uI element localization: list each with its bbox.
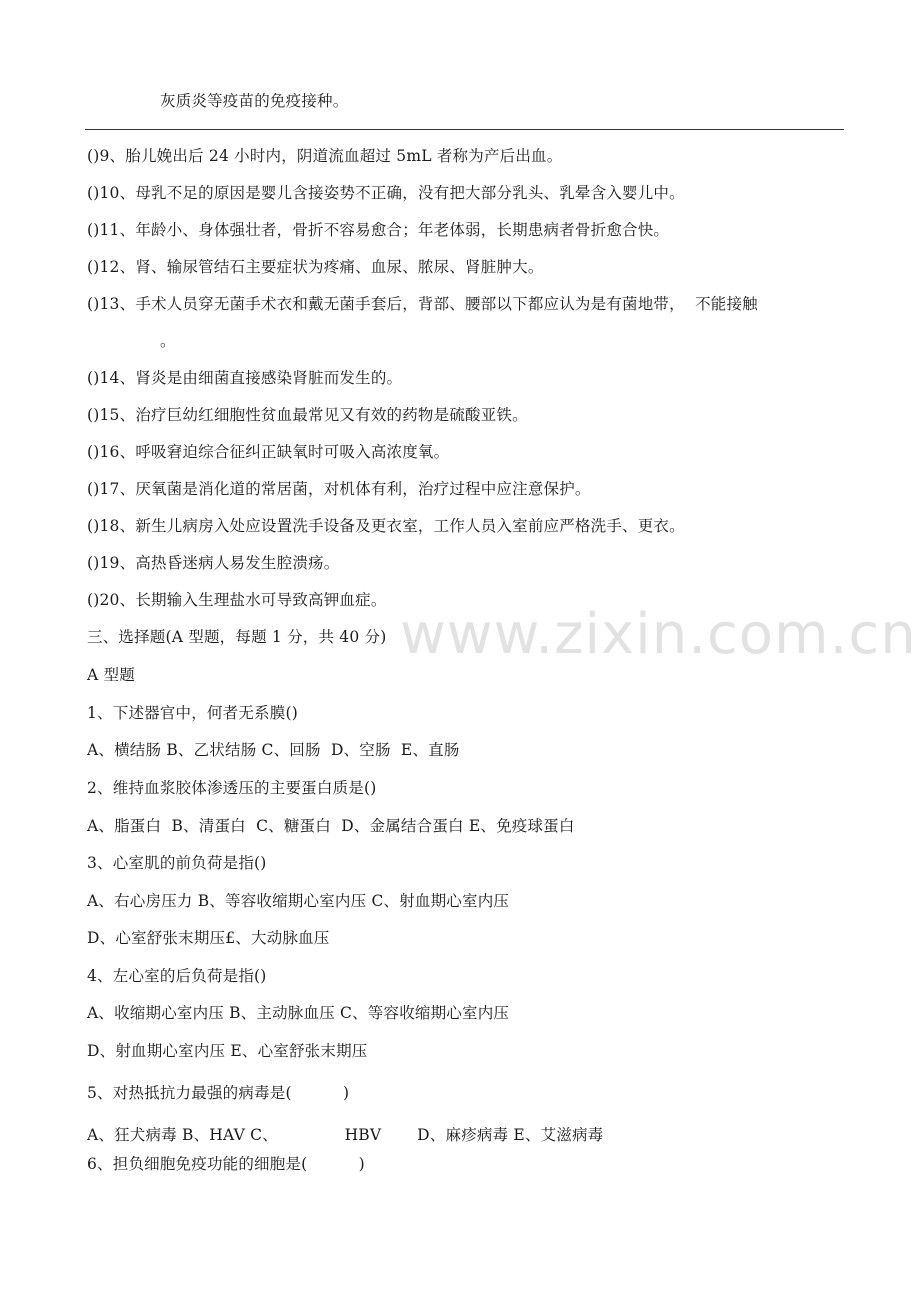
answer-options: A、脂蛋白 B、清蛋白 C、糖蛋白 D、金属结合蛋白 E、免疫球蛋白 bbox=[87, 817, 575, 835]
judgment-item-continuation: 。 bbox=[160, 332, 176, 350]
answer-options: D、射血期心室内压 E、心室舒张末期压 bbox=[87, 1042, 368, 1060]
judgment-item: ()13、手术人员穿无菌手术衣和戴无菌手套后，背部、腰部以下都应认为是有菌地带， 不能接触 bbox=[87, 295, 758, 313]
section-heading: 三、选择题(A 型题，每题 1 分，共 40 分) bbox=[87, 628, 387, 646]
judgment-item: ()15、治疗巨幼红细胞性贫血最常见又有效的药物是硫酸亚铁。 bbox=[87, 406, 528, 424]
answer-options: A、右心房压力 B、等容收缩期心室内压 C、射血期心室内压 bbox=[87, 892, 510, 910]
judgment-item: ()14、肾炎是由细菌直接感染肾脏而发生的。 bbox=[87, 369, 403, 387]
judgment-item: ()19、高热昏迷病人易发生腔溃疡。 bbox=[87, 554, 340, 572]
carryover-text: 灰质炎等疫苗的免疫接种。 bbox=[160, 92, 349, 110]
judgment-item: ()20、长期输入生理盐水可导致高钾血症。 bbox=[87, 591, 387, 609]
judgment-item: ()16、呼吸窘迫综合征纠正缺氧时可吸入高浓度氧。 bbox=[87, 443, 450, 461]
header-divider bbox=[85, 129, 844, 130]
question-stem: 4、左心室的后负荷是指() bbox=[87, 967, 267, 985]
answer-options: A、横结肠 B、乙状结肠 C、回肠 D、空肠 E、直肠 bbox=[87, 741, 460, 759]
question-stem: 5、对热抵抗力最强的病毒是( ) bbox=[87, 1084, 350, 1102]
judgment-item: ()9、胎儿娩出后 24 小时内，阴道流血超过 5mL 者称为产后出血。 bbox=[87, 147, 563, 165]
judgment-item: ()12、肾、输尿管结石主要症状为疼痛、血尿、脓尿、肾脏肿大。 bbox=[87, 258, 544, 276]
judgment-item: ()17、厌氧菌是消化道的常居菌，对机体有利，治疗过程中应注意保护。 bbox=[87, 480, 591, 498]
judgment-item: ()18、新生儿病房入处应设置洗手设备及更衣室，工作人员入室前应严格洗手、更衣。 bbox=[87, 517, 685, 535]
subsection-heading: A 型题 bbox=[87, 666, 135, 684]
site-watermark: www.zixin.com.cn bbox=[400, 602, 917, 667]
answer-options: A、收缩期心室内压 B、主动脉血压 C、等容收缩期心室内压 bbox=[87, 1004, 510, 1022]
answer-options: D、心室舒张末期压£、大动脉血压 bbox=[87, 929, 330, 947]
judgment-item: ()11、年龄小、身体强壮者，骨折不容易愈合；年老体弱，长期患病者骨折愈合快。 bbox=[87, 221, 670, 239]
question-stem: 3、心室肌的前负荷是指() bbox=[87, 854, 267, 872]
answer-options: A、狂犬病毒 B、HAV C、 HBV D、麻疹病毒 E、艾滋病毒 bbox=[87, 1126, 604, 1144]
question-stem: 1、下述器官中，何者无系膜() bbox=[87, 704, 298, 722]
question-stem: 6、担负细胞免疫功能的细胞是( ) bbox=[87, 1155, 365, 1173]
question-stem: 2、维持血浆胶体渗透压的主要蛋白质是() bbox=[87, 779, 377, 797]
judgment-item: ()10、母乳不足的原因是婴儿含接姿势不正确，没有把大部分乳头、乳晕含入婴儿中。 bbox=[87, 184, 685, 202]
